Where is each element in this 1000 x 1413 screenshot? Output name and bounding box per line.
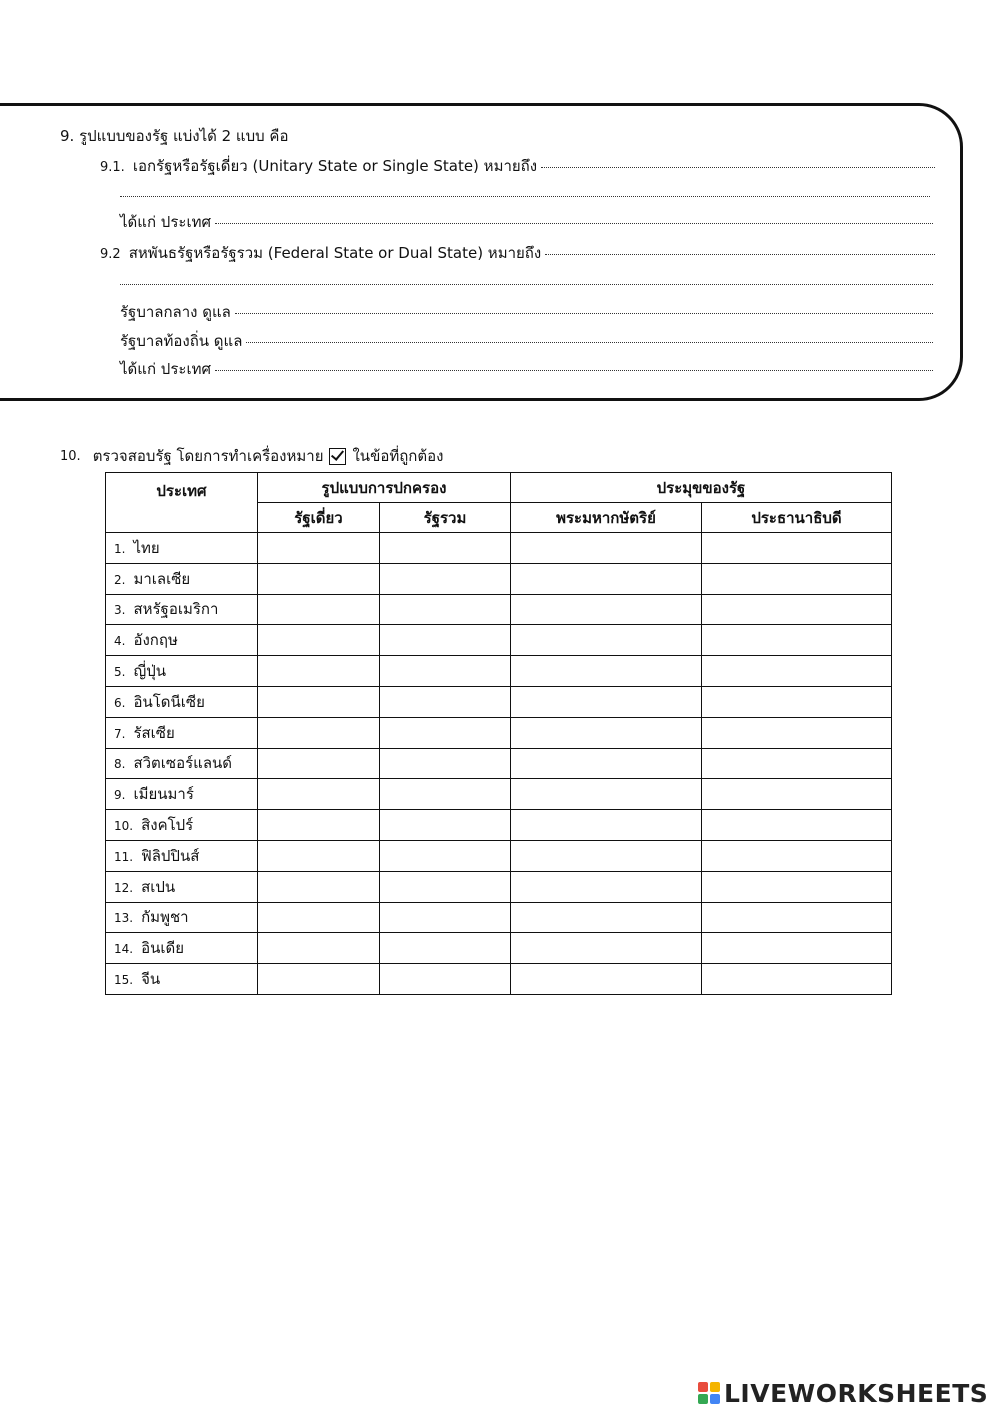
country-name: ไทย bbox=[133, 538, 160, 557]
president-check-cell[interactable] bbox=[702, 533, 892, 564]
unitary-number: 9.1. bbox=[100, 160, 125, 175]
monarch-check-cell[interactable] bbox=[511, 717, 702, 748]
country-name: สิงคโปร์ bbox=[141, 816, 194, 835]
table-row bbox=[106, 533, 892, 564]
federal-check-cell[interactable] bbox=[380, 594, 511, 625]
country-name: ญี่ปุ่น bbox=[133, 662, 167, 681]
country-cell bbox=[106, 933, 258, 964]
table-row bbox=[106, 964, 892, 995]
country-cell bbox=[106, 902, 258, 933]
table-row bbox=[106, 686, 892, 717]
unitary-definition-blank-2[interactable] bbox=[120, 196, 930, 197]
federal-check-cell[interactable] bbox=[380, 533, 511, 564]
federal-definition-blank-2[interactable] bbox=[120, 284, 933, 285]
monarch-check-cell[interactable] bbox=[511, 902, 702, 933]
unitary-check-cell[interactable] bbox=[258, 810, 380, 841]
checkmark-box-icon bbox=[329, 448, 346, 465]
federal-check-cell[interactable] bbox=[380, 625, 511, 656]
monarch-check-cell[interactable] bbox=[511, 933, 702, 964]
country-cell bbox=[106, 563, 258, 594]
logo-text: LIVEWORKSHEETS bbox=[724, 1378, 989, 1408]
row-number: 2. bbox=[114, 572, 126, 587]
federal-check-cell[interactable] bbox=[380, 902, 511, 933]
president-check-cell[interactable] bbox=[702, 748, 892, 779]
president-check-cell[interactable] bbox=[702, 871, 892, 902]
unitary-check-cell[interactable] bbox=[258, 840, 380, 871]
president-check-cell[interactable] bbox=[702, 840, 892, 871]
header-gov-form: รูปแบบการปกครอง bbox=[258, 473, 511, 503]
president-check-cell[interactable] bbox=[702, 779, 892, 810]
table-row bbox=[106, 748, 892, 779]
unitary-countries-line bbox=[120, 210, 933, 234]
unitary-definition-line bbox=[100, 154, 935, 178]
monarch-check-cell[interactable] bbox=[511, 871, 702, 902]
country-cell bbox=[106, 594, 258, 625]
header-federal: รัฐรวม bbox=[380, 503, 511, 533]
row-number: 9. bbox=[114, 788, 126, 803]
central-government-line bbox=[120, 300, 933, 324]
president-check-cell[interactable] bbox=[702, 594, 892, 625]
country-name: เมียนมาร์ bbox=[133, 785, 194, 804]
local-government-blank[interactable] bbox=[246, 341, 933, 343]
row-number: 8. bbox=[114, 757, 126, 772]
header-unitary: รัฐเดี่ยว bbox=[258, 503, 380, 533]
federal-check-cell[interactable] bbox=[380, 840, 511, 871]
table-row bbox=[106, 840, 892, 871]
row-number: 1. bbox=[114, 541, 126, 556]
president-check-cell[interactable] bbox=[702, 625, 892, 656]
country-cell bbox=[106, 779, 258, 810]
unitary-check-cell[interactable] bbox=[258, 902, 380, 933]
federal-countries-label: ได้แก่ ประเทศ bbox=[120, 360, 211, 378]
country-name: สวิตเซอร์แลนด์ bbox=[133, 754, 233, 773]
header-head-of-state: ประมุขของรัฐ bbox=[511, 473, 892, 503]
president-check-cell[interactable] bbox=[702, 563, 892, 594]
country-name: ฟิลิปปินส์ bbox=[141, 846, 200, 865]
unitary-check-cell[interactable] bbox=[258, 625, 380, 656]
monarch-check-cell[interactable] bbox=[511, 686, 702, 717]
monarch-check-cell[interactable] bbox=[511, 594, 702, 625]
federal-check-cell[interactable] bbox=[380, 563, 511, 594]
federal-number: 9.2 bbox=[100, 247, 121, 262]
header-country: ประเทศ bbox=[106, 473, 258, 533]
row-number: 10. bbox=[114, 819, 134, 834]
row-number: 14. bbox=[114, 942, 134, 957]
monarch-check-cell[interactable] bbox=[511, 810, 702, 841]
federal-definition-blank[interactable] bbox=[545, 253, 935, 255]
table-row bbox=[106, 810, 892, 841]
liveworksheets-logo bbox=[698, 1376, 988, 1410]
unitary-countries-blank[interactable] bbox=[215, 222, 933, 224]
table-row bbox=[106, 656, 892, 687]
question-10-number: 10. bbox=[60, 448, 81, 464]
unitary-check-cell[interactable] bbox=[258, 933, 380, 964]
country-name: สหรัฐอเมริกา bbox=[133, 600, 219, 619]
question-10-text: ตรวจสอบรัฐ โดยการทำเครื่องหมาย bbox=[92, 447, 324, 465]
unitary-check-cell[interactable] bbox=[258, 748, 380, 779]
country-cell bbox=[106, 625, 258, 656]
federal-definition-line bbox=[100, 241, 935, 265]
unitary-check-cell[interactable] bbox=[258, 594, 380, 625]
unitary-check-cell[interactable] bbox=[258, 779, 380, 810]
country-cell bbox=[106, 656, 258, 687]
federal-check-cell[interactable] bbox=[380, 686, 511, 717]
country-cell bbox=[106, 533, 258, 564]
state-check-table bbox=[105, 472, 892, 995]
federal-check-cell[interactable] bbox=[380, 964, 511, 995]
monarch-check-cell[interactable] bbox=[511, 563, 702, 594]
unitary-text: เอกรัฐหรือรัฐเดี่ยว (Unitary State or Single State) หมายถึง bbox=[132, 157, 538, 175]
unitary-check-cell[interactable] bbox=[258, 563, 380, 594]
federal-check-cell[interactable] bbox=[380, 656, 511, 687]
table-row bbox=[106, 563, 892, 594]
header-president: ประธานาธิบดี bbox=[702, 503, 892, 533]
question-9-title: 9. รูปแบบของรัฐ แบ่งได้ 2 แบบ คือ bbox=[60, 127, 289, 145]
president-check-cell[interactable] bbox=[702, 933, 892, 964]
president-check-cell[interactable] bbox=[702, 717, 892, 748]
row-number: 5. bbox=[114, 665, 126, 680]
president-check-cell[interactable] bbox=[702, 656, 892, 687]
header-monarch: พระมหากษัตริย์ bbox=[511, 503, 702, 533]
table-row bbox=[106, 625, 892, 656]
president-check-cell[interactable] bbox=[702, 902, 892, 933]
table-row bbox=[106, 871, 892, 902]
unitary-check-cell[interactable] bbox=[258, 717, 380, 748]
monarch-check-cell[interactable] bbox=[511, 779, 702, 810]
country-name: รัสเซีย bbox=[133, 723, 175, 742]
president-check-cell[interactable] bbox=[702, 964, 892, 995]
president-check-cell[interactable] bbox=[702, 686, 892, 717]
monarch-check-cell[interactable] bbox=[511, 840, 702, 871]
monarch-check-cell[interactable] bbox=[511, 625, 702, 656]
question-10-title bbox=[60, 444, 443, 468]
country-cell bbox=[106, 748, 258, 779]
country-name: อังกฤษ bbox=[133, 631, 178, 650]
country-cell bbox=[106, 686, 258, 717]
local-government-line bbox=[120, 329, 933, 353]
row-number: 6. bbox=[114, 695, 126, 710]
country-cell bbox=[106, 810, 258, 841]
row-number: 11. bbox=[114, 849, 134, 864]
unitary-check-cell[interactable] bbox=[258, 686, 380, 717]
unitary-definition-blank[interactable] bbox=[541, 166, 935, 168]
federal-text: สหพันธรัฐหรือรัฐรวม (Federal State or Dual State) หมายถึง bbox=[128, 244, 542, 262]
question-10-text-after: ในข้อที่ถูกต้อง bbox=[352, 447, 444, 465]
monarch-check-cell[interactable] bbox=[511, 656, 702, 687]
federal-check-cell[interactable] bbox=[380, 810, 511, 841]
central-government-blank[interactable] bbox=[235, 312, 933, 314]
monarch-check-cell[interactable] bbox=[511, 533, 702, 564]
federal-check-cell[interactable] bbox=[380, 933, 511, 964]
unitary-check-cell[interactable] bbox=[258, 533, 380, 564]
row-number: 15. bbox=[114, 973, 134, 988]
unitary-check-cell[interactable] bbox=[258, 656, 380, 687]
row-number: 7. bbox=[114, 726, 126, 741]
table-row bbox=[106, 594, 892, 625]
table-row bbox=[106, 779, 892, 810]
table-row bbox=[106, 717, 892, 748]
president-check-cell[interactable] bbox=[702, 810, 892, 841]
row-number: 13. bbox=[114, 911, 134, 926]
country-cell bbox=[106, 840, 258, 871]
country-name: กัมพูชา bbox=[141, 908, 189, 927]
country-cell bbox=[106, 717, 258, 748]
table-row bbox=[106, 902, 892, 933]
federal-countries-line bbox=[120, 357, 933, 381]
country-name: สเปน bbox=[141, 877, 176, 896]
country-name: มาเลเซีย bbox=[133, 569, 191, 588]
row-number: 4. bbox=[114, 634, 126, 649]
unitary-check-cell[interactable] bbox=[258, 871, 380, 902]
federal-check-cell[interactable] bbox=[380, 717, 511, 748]
monarch-check-cell[interactable] bbox=[511, 964, 702, 995]
country-cell bbox=[106, 871, 258, 902]
row-number: 3. bbox=[114, 603, 126, 618]
country-name: อินโดนีเซีย bbox=[133, 692, 205, 711]
local-government-label: รัฐบาลท้องถิ่น ดูแล bbox=[120, 332, 243, 350]
row-number: 12. bbox=[114, 880, 134, 895]
unitary-check-cell[interactable] bbox=[258, 964, 380, 995]
central-government-label: รัฐบาลกลาง ดูแล bbox=[120, 303, 231, 321]
federal-check-cell[interactable] bbox=[380, 748, 511, 779]
unitary-countries-label: ได้แก่ ประเทศ bbox=[120, 213, 211, 231]
country-name: จีน bbox=[141, 970, 161, 989]
federal-check-cell[interactable] bbox=[380, 779, 511, 810]
country-name: อินเดีย bbox=[141, 939, 185, 958]
table-row bbox=[106, 933, 892, 964]
monarch-check-cell[interactable] bbox=[511, 748, 702, 779]
logo-mark-icon bbox=[698, 1382, 720, 1404]
federal-countries-blank[interactable] bbox=[215, 369, 933, 371]
federal-check-cell[interactable] bbox=[380, 871, 511, 902]
country-cell bbox=[106, 964, 258, 995]
